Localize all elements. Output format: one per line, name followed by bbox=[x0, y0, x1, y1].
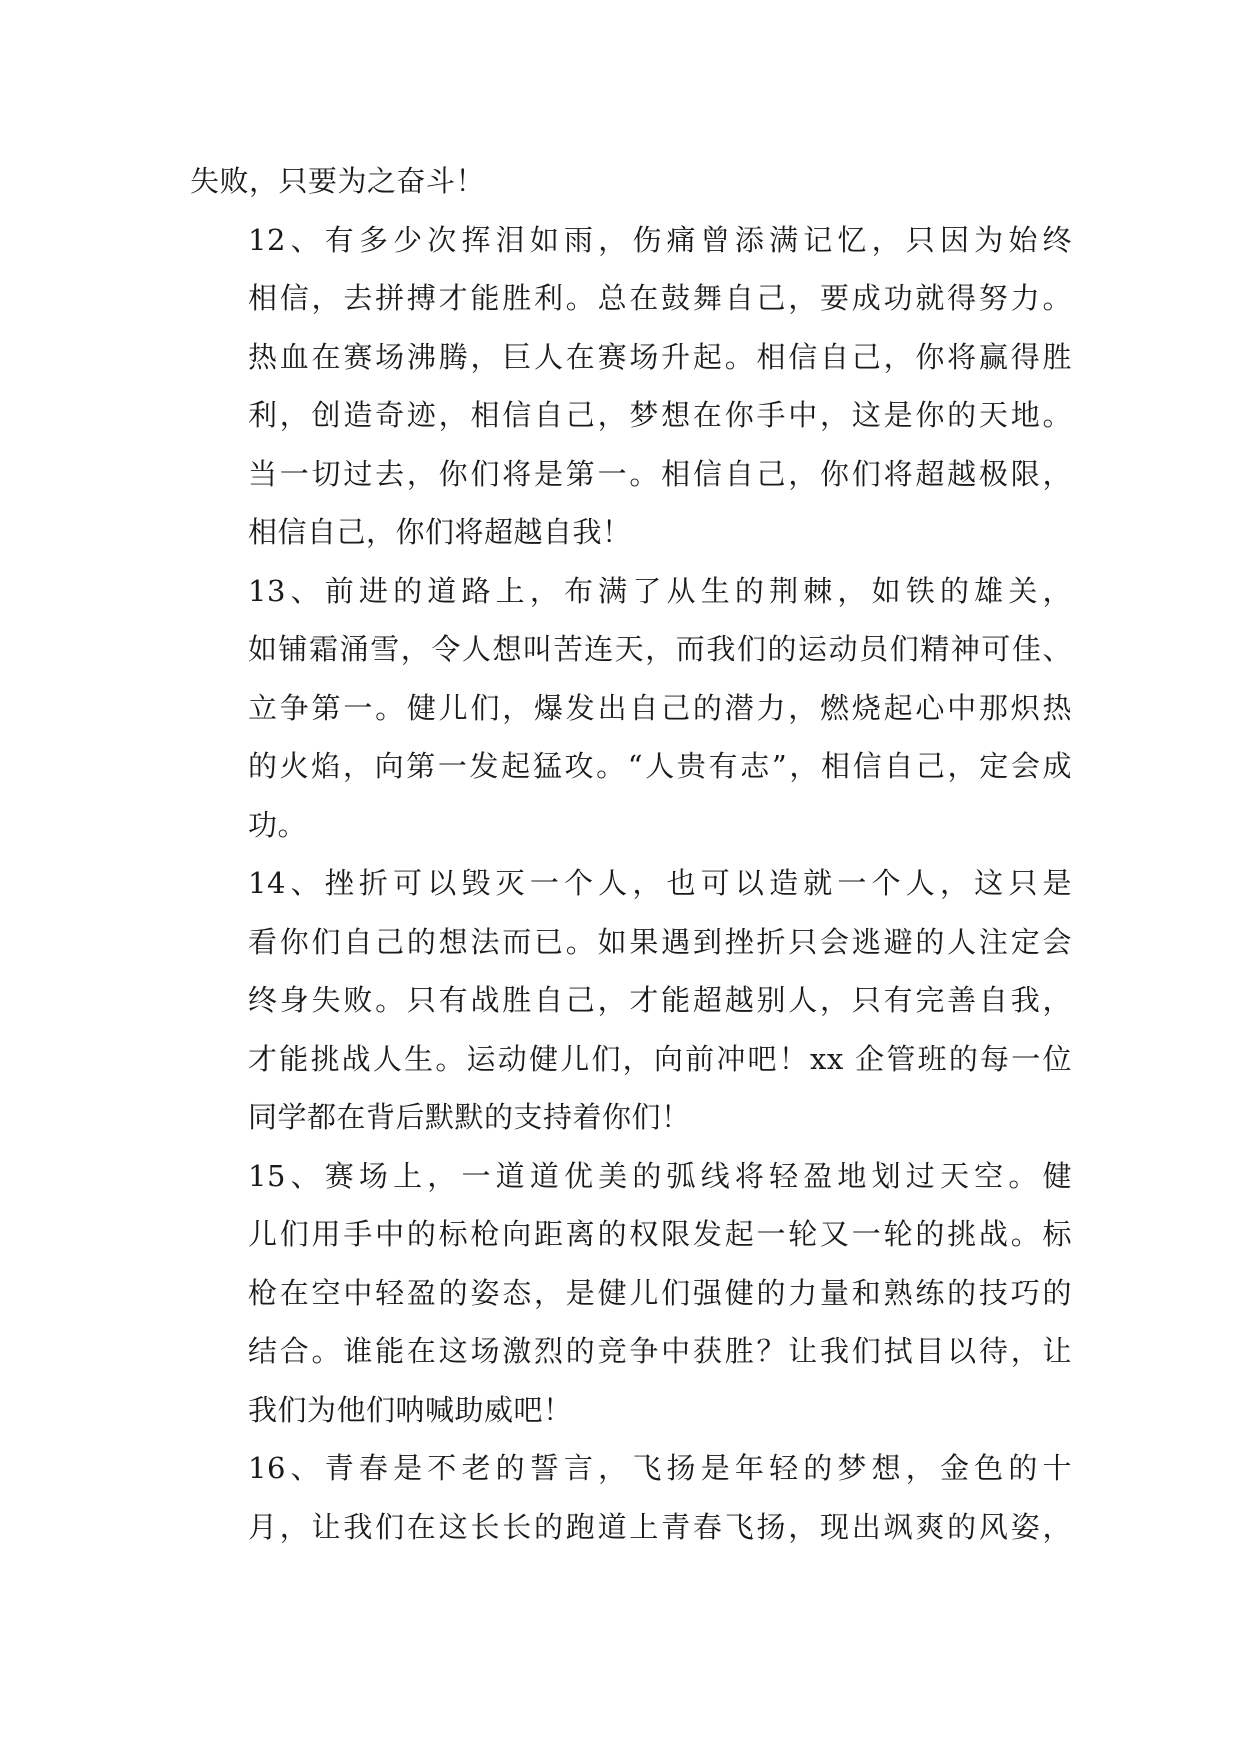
text-line: 结合。谁能在这场激烈的竞争中获胜？让我们拭目以待，让 bbox=[248, 1334, 1072, 1368]
text-line: 14、挫折可以毁灭一个人，也可以造就一个人，这只是 bbox=[248, 866, 1072, 900]
text-line: 月，让我们在这长长的跑道上青春飞扬，现出飒爽的风姿， bbox=[248, 1509, 1072, 1544]
document-body bbox=[190, 152, 1072, 1556]
paragraph-p14 bbox=[190, 854, 1072, 1147]
text-line: 13、前进的道路上，布满了从生的荆棘，如铁的雄关， bbox=[248, 573, 1072, 608]
text-line: 热血在赛场沸腾，巨人在赛场升起。相信自己，你将赢得胜 bbox=[248, 339, 1072, 374]
text-line: 终身失败。只有战胜自己，才能超越别人，只有完善自我， bbox=[248, 983, 1072, 1017]
text-line: 15、赛场上，一道道优美的弧线将轻盈地划过天空。健 bbox=[248, 1158, 1072, 1193]
text-line: 当一切过去，你们将是第一。相信自己，你们将超越极限， bbox=[248, 456, 1072, 491]
text-line: 的火焰，向第一发起猛攻。“人贵有志”，相信自己，定会成 bbox=[248, 749, 1072, 783]
text-line: 看你们自己的想法而已。如果遇到挫折只会逃避的人注定会 bbox=[248, 924, 1072, 959]
text-line: 才能挑战人生。运动健儿们，向前冲吧！xx 企管班的每一位 bbox=[248, 1041, 1072, 1076]
text-line: 我们为他们呐喊助威吧！ bbox=[248, 1392, 573, 1427]
paragraph-p15 bbox=[190, 1147, 1072, 1440]
text-line: 儿们用手中的标枪向距离的权限发起一轮又一轮的挑战。标 bbox=[248, 1217, 1072, 1251]
paragraph-p12 bbox=[190, 211, 1072, 562]
text-line: 失败，只要为之奋斗！ bbox=[190, 164, 486, 198]
text-line: 立争第一。健儿们，爆发出自己的潜力，燃烧起心中那炽热 bbox=[248, 690, 1072, 725]
text-line: 如铺霜涌雪，令人想叫苦连天，而我们的运动员们精神可佳、 bbox=[248, 632, 1072, 666]
text-line: 枪在空中轻盈的姿态，是健儿们强健的力量和熟练的技巧的 bbox=[248, 1275, 1072, 1310]
paragraph-p11-tail bbox=[190, 152, 1072, 211]
text-line: 相信自己，你们将超越自我！ bbox=[248, 515, 632, 549]
text-line: 同学都在背后默默的支持着你们！ bbox=[248, 1100, 691, 1134]
paragraph-p16 bbox=[190, 1439, 1072, 1556]
text-line: 利，创造奇迹，相信自己，梦想在你手中，这是你的天地。 bbox=[248, 398, 1072, 432]
paragraph-p13 bbox=[190, 562, 1072, 855]
text-line: 相信，去拼搏才能胜利。总在鼓舞自己，要成功就得努力。 bbox=[248, 281, 1072, 315]
text-line: 12、有多少次挥泪如雨，伤痛曾添满记忆，只因为始终 bbox=[248, 222, 1072, 257]
text-line: 功。 bbox=[248, 807, 308, 842]
text-line: 16、青春是不老的誓言，飞扬是年轻的梦想，金色的十 bbox=[248, 1451, 1072, 1485]
